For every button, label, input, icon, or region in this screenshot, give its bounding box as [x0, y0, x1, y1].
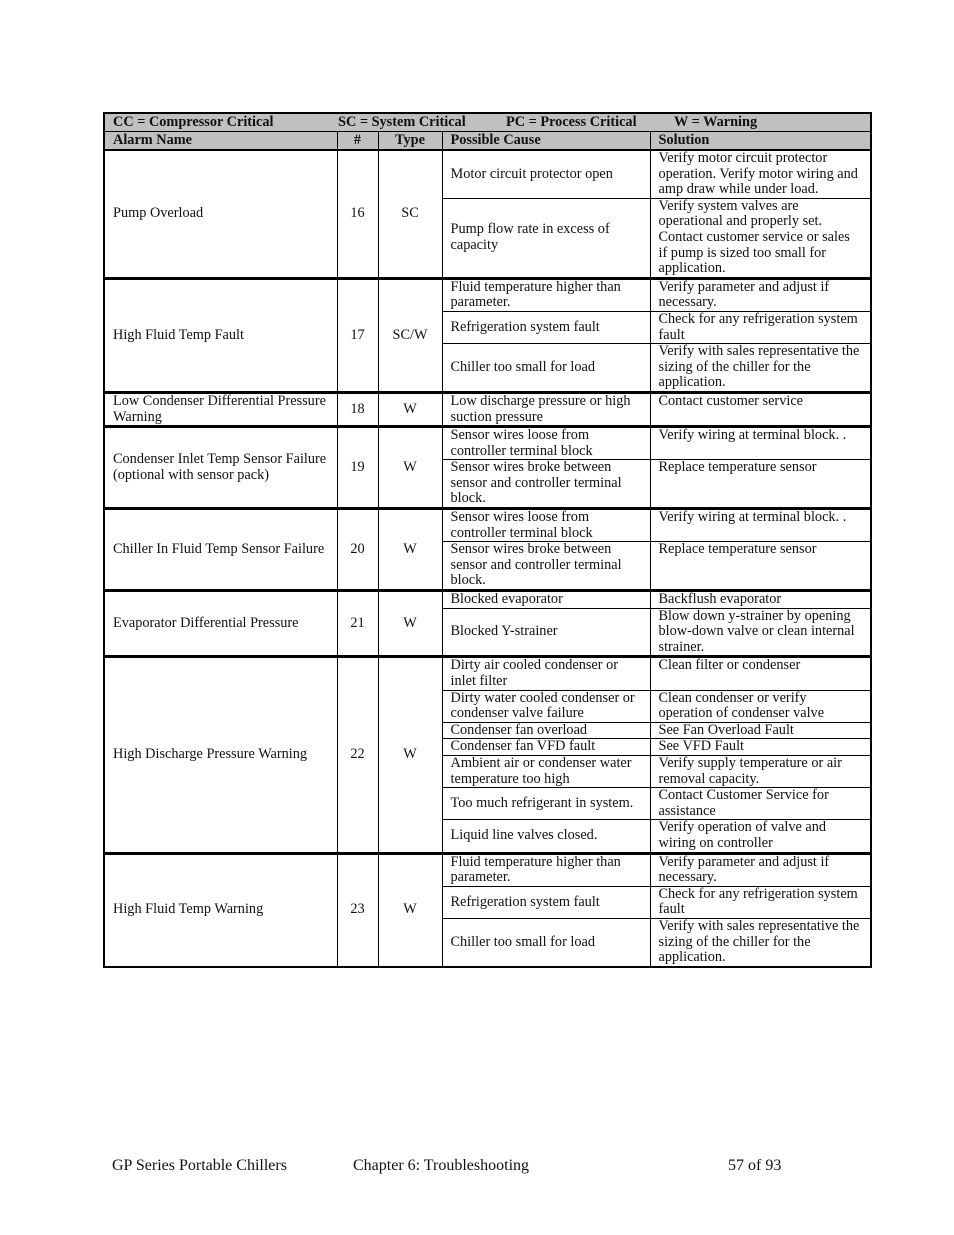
possible-cause-cell: Blocked evaporator [442, 591, 650, 609]
alarm-name-cell: Pump Overload [104, 150, 337, 278]
footer-page-number: 57 of 93 [728, 1157, 782, 1174]
alarm-name-cell: Chiller In Fluid Temp Sensor Failure [104, 509, 337, 591]
solution-cell: Replace temperature sensor [650, 542, 871, 591]
alarm-type-cell: SC/W [378, 278, 442, 392]
solution-cell: Verify wiring at terminal block. . [650, 427, 871, 460]
page-footer [112, 1157, 812, 1179]
solution-cell: Clean filter or condenser [650, 657, 871, 690]
solution-cell: Contact customer service [650, 392, 871, 426]
alarm-type-cell: W [378, 853, 442, 967]
alarm-name-cell: Condenser Inlet Temp Sensor Failure (optional with sensor pack) [104, 427, 337, 509]
table-row [104, 657, 871, 690]
possible-cause-cell: Too much refrigerant in system. [442, 788, 650, 820]
possible-cause-cell: Low discharge pressure or high suction pressure [442, 392, 650, 426]
solution-cell: Verify with sales representative the sizing of the chiller for the application. [650, 918, 871, 966]
alarm-number-cell: 18 [337, 392, 378, 426]
alarm-name-cell: High Fluid Temp Fault [104, 278, 337, 392]
header-possible-cause: Possible Cause [442, 132, 650, 151]
table-row [104, 278, 871, 311]
possible-cause-cell: Refrigeration system fault [442, 311, 650, 343]
possible-cause-cell: Chiller too small for load [442, 918, 650, 966]
possible-cause-cell: Sensor wires broke between sensor and controller terminal block. [442, 542, 650, 591]
solution-cell: Verify system valves are operational and properly set. Contact customer service or sales if pump is sized too small for application. [650, 198, 871, 278]
possible-cause-cell: Blocked Y-strainer [442, 608, 650, 657]
legend-w: W = Warning [674, 113, 758, 130]
alarm-type-cell: W [378, 427, 442, 509]
possible-cause-cell: Sensor wires loose from controller terminal block [442, 509, 650, 542]
alarm-type-cell: W [378, 657, 442, 853]
alarm-number-cell: 17 [337, 278, 378, 392]
solution-cell: Check for any refrigeration system fault [650, 311, 871, 343]
alarm-table [103, 112, 872, 968]
solution-cell: Verify operation of valve and wiring on controller [650, 820, 871, 853]
footer-chapter: Chapter 6: Troubleshooting [353, 1157, 530, 1174]
alarm-type-cell: W [378, 591, 442, 657]
solution-cell: Blow down y-strainer by opening blow-down valve or clean internal strainer. [650, 608, 871, 657]
alarm-name-cell: High Fluid Temp Warning [104, 853, 337, 967]
troubleshooting-document [103, 112, 870, 968]
alarm-group [104, 657, 871, 853]
solution-cell: Contact Customer Service for assistance [650, 788, 871, 820]
alarm-name-cell: Low Condenser Differential Pressure Warning [104, 392, 337, 426]
alarm-number-cell: 16 [337, 150, 378, 278]
solution-cell: Verify parameter and adjust if necessary. [650, 278, 871, 311]
possible-cause-cell: Motor circuit protector open [442, 150, 650, 198]
solution-cell: Verify supply temperature or air removal capacity. [650, 755, 871, 787]
solution-cell: See Fan Overload Fault [650, 722, 871, 739]
table-row [104, 427, 871, 460]
possible-cause-cell: Dirty water cooled condenser or condenser valve failure [442, 690, 650, 722]
table-row [104, 509, 871, 542]
legend-pc: PC = Process Critical [506, 113, 637, 130]
solution-cell: Replace temperature sensor [650, 460, 871, 509]
header-number: # [337, 132, 378, 151]
header-solution: Solution [650, 132, 871, 151]
alarm-group [104, 509, 871, 591]
solution-cell: Check for any refrigeration system fault [650, 886, 871, 918]
possible-cause-cell: Fluid temperature higher than parameter. [442, 278, 650, 311]
alarm-group [104, 427, 871, 509]
possible-cause-cell: Liquid line valves closed. [442, 820, 650, 853]
table-row [104, 150, 871, 198]
solution-cell: Verify with sales representative the sizing of the chiller for the application. [650, 344, 871, 393]
footer-document-title: GP Series Portable Chillers [112, 1157, 287, 1174]
alarm-number-cell: 21 [337, 591, 378, 657]
alarm-type-cell: SC [378, 150, 442, 278]
header-row [104, 132, 871, 151]
table-row [104, 591, 871, 609]
alarm-type-cell: W [378, 509, 442, 591]
alarm-group [104, 853, 871, 967]
alarm-group [104, 278, 871, 392]
table-row [104, 853, 871, 886]
solution-cell: Verify wiring at terminal block. . [650, 509, 871, 542]
solution-cell: Verify motor circuit protector operation. Verify motor wiring and amp draw while under load. [650, 150, 871, 198]
table-row [104, 392, 871, 426]
alarm-name-cell: High Discharge Pressure Warning [104, 657, 337, 853]
solution-cell: Verify parameter and adjust if necessary. [650, 853, 871, 886]
legend-row [104, 113, 871, 132]
alarm-type-cell: W [378, 392, 442, 426]
header-type: Type [378, 132, 442, 151]
possible-cause-cell: Condenser fan overload [442, 722, 650, 739]
header-alarm-name: Alarm Name [104, 132, 337, 151]
possible-cause-cell: Fluid temperature higher than parameter. [442, 853, 650, 886]
alarm-number-cell: 19 [337, 427, 378, 509]
possible-cause-cell: Ambient air or condenser water temperature too high [442, 755, 650, 787]
alarm-group [104, 591, 871, 657]
legend-cc: CC = Compressor Critical [113, 113, 274, 130]
possible-cause-cell: Sensor wires broke between sensor and controller terminal block. [442, 460, 650, 509]
possible-cause-cell: Dirty air cooled condenser or inlet filter [442, 657, 650, 690]
alarm-number-cell: 20 [337, 509, 378, 591]
solution-cell: See VFD Fault [650, 739, 871, 756]
solution-cell: Backflush evaporator [650, 591, 871, 609]
solution-cell: Clean condenser or verify operation of condenser valve [650, 690, 871, 722]
possible-cause-cell: Refrigeration system fault [442, 886, 650, 918]
alarm-number-cell: 22 [337, 657, 378, 853]
possible-cause-cell: Sensor wires loose from controller terminal block [442, 427, 650, 460]
alarm-number-cell: 23 [337, 853, 378, 967]
possible-cause-cell: Pump flow rate in excess of capacity [442, 198, 650, 278]
possible-cause-cell: Condenser fan VFD fault [442, 739, 650, 756]
alarm-group [104, 392, 871, 426]
legend-sc: SC = System Critical [338, 113, 466, 130]
possible-cause-cell: Chiller too small for load [442, 344, 650, 393]
alarm-name-cell: Evaporator Differential Pressure [104, 591, 337, 657]
alarm-group [104, 150, 871, 278]
